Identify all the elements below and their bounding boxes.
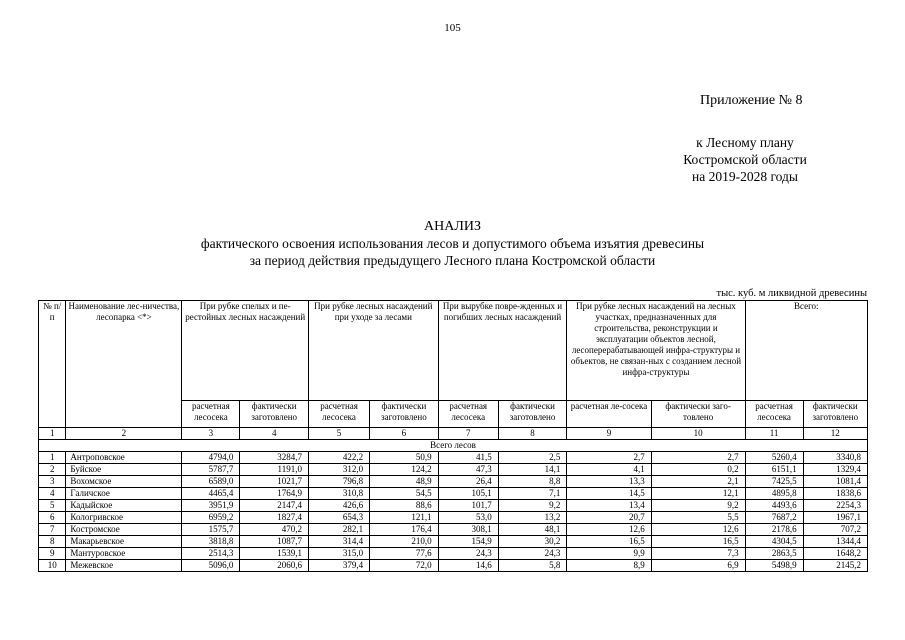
value-cell: 13,2 — [498, 512, 567, 524]
forestry-name: Галичское — [66, 488, 182, 500]
value-cell: 379,4 — [308, 560, 369, 572]
value-cell: 6,9 — [651, 560, 745, 572]
forestry-name: Кадыйское — [66, 500, 182, 512]
value-cell: 4304,5 — [745, 536, 803, 548]
value-cell: 470,2 — [240, 524, 309, 536]
value-cell: 2147,4 — [240, 500, 309, 512]
value-cell: 3340,8 — [803, 452, 867, 464]
table-row — [39, 500, 868, 512]
subheader-calc: расчетная ле-сосека — [567, 401, 651, 428]
value-cell: 48,9 — [370, 476, 439, 488]
units-label: тыс. куб. м ликвидной древесины — [716, 288, 867, 299]
value-cell: 48,1 — [498, 524, 567, 536]
forestry-name: Макарьевское — [66, 536, 182, 548]
subheader-fact: фактически заготовлено — [803, 401, 867, 428]
table-row — [39, 452, 868, 464]
section-title: Всего лесов — [39, 440, 868, 452]
header-row — [39, 301, 868, 401]
value-cell: 312,0 — [308, 464, 369, 476]
value-cell: 3818,8 — [182, 536, 240, 548]
value-cell: 1087,7 — [240, 536, 309, 548]
table-row — [39, 560, 868, 572]
value-cell: 210,0 — [370, 536, 439, 548]
row-number: 8 — [39, 536, 66, 548]
row-number: 5 — [39, 500, 66, 512]
value-cell: 2,7 — [651, 452, 745, 464]
table-row — [39, 488, 868, 500]
value-cell: 9,2 — [651, 500, 745, 512]
value-cell: 1648,2 — [803, 548, 867, 560]
value-cell: 314,4 — [308, 536, 369, 548]
subheader-calc: расчетная лесосека — [308, 401, 369, 428]
value-cell: 54,5 — [370, 488, 439, 500]
value-cell: 7425,5 — [745, 476, 803, 488]
value-cell: 1967,1 — [803, 512, 867, 524]
value-cell: 796,8 — [308, 476, 369, 488]
value-cell: 2514,3 — [182, 548, 240, 560]
column-group-thinning: При рубке лесных насаждений при уходе за лесами — [308, 301, 438, 401]
value-cell: 282,1 — [308, 524, 369, 536]
table-row — [39, 464, 868, 476]
value-cell: 13,4 — [567, 500, 651, 512]
forestry-name: Костромское — [66, 524, 182, 536]
column-group-damaged: При вырубке повре-жденных и погибших лесных насаждений — [438, 301, 567, 401]
column-number-row — [39, 428, 868, 440]
value-cell: 2060,6 — [240, 560, 309, 572]
row-number: 2 — [39, 464, 66, 476]
value-cell: 6589,0 — [182, 476, 240, 488]
value-cell: 7,3 — [651, 548, 745, 560]
column-group-construction: При рубке лесных насаждений на лесных участках, предназначенных для строительства, реконструкции и эксплуатации объектов лесной, лесоперерабатывающей инфра-структуры и объектов, не связан-ных с созданием лесной инфра-структуры — [567, 301, 745, 401]
value-cell: 1329,4 — [803, 464, 867, 476]
analysis-table — [38, 300, 868, 572]
value-cell: 7687,2 — [745, 512, 803, 524]
reference-line: на 2019-2028 годы — [692, 169, 798, 184]
value-cell: 1838,6 — [803, 488, 867, 500]
value-cell: 5096,0 — [182, 560, 240, 572]
value-cell: 426,6 — [308, 500, 369, 512]
value-cell: 1539,1 — [240, 548, 309, 560]
reference-line: Костромской области — [683, 152, 807, 167]
forestry-name: Межевское — [66, 560, 182, 572]
value-cell: 2254,3 — [803, 500, 867, 512]
value-cell: 41,5 — [438, 452, 498, 464]
value-cell: 101,7 — [438, 500, 498, 512]
column-number: 9 — [567, 428, 651, 440]
table-row — [39, 524, 868, 536]
value-cell: 315,0 — [308, 548, 369, 560]
subheader-calc: расчетная лесосека — [438, 401, 498, 428]
column-number: 12 — [803, 428, 867, 440]
section-row — [39, 440, 868, 452]
value-cell: 5787,7 — [182, 464, 240, 476]
value-cell: 14,6 — [438, 560, 498, 572]
value-cell: 4,1 — [567, 464, 651, 476]
value-cell: 154,9 — [438, 536, 498, 548]
value-cell: 2178,6 — [745, 524, 803, 536]
value-cell: 1021,7 — [240, 476, 309, 488]
value-cell: 2863,5 — [745, 548, 803, 560]
value-cell: 176,4 — [370, 524, 439, 536]
value-cell: 13,3 — [567, 476, 651, 488]
subheader-calc: расчетная лесосека — [182, 401, 240, 428]
reference-line: к Лесному плану — [696, 135, 794, 150]
value-cell: 4465,4 — [182, 488, 240, 500]
value-cell: 4895,8 — [745, 488, 803, 500]
value-cell: 9,2 — [498, 500, 567, 512]
title-line: фактического освоения использования лесов и допустимого объема изъятия древесины — [200, 236, 705, 251]
value-cell: 310,8 — [308, 488, 369, 500]
value-cell: 2145,2 — [803, 560, 867, 572]
row-number: 7 — [39, 524, 66, 536]
subheader-fact: фактически заготовлено — [240, 401, 309, 428]
value-cell: 5260,4 — [745, 452, 803, 464]
value-cell: 24,3 — [438, 548, 498, 560]
appendix-label: Приложение № 8 — [700, 93, 803, 108]
forestry-name: Вохомское — [66, 476, 182, 488]
value-cell: 1081,4 — [803, 476, 867, 488]
value-cell: 47,3 — [438, 464, 498, 476]
value-cell: 7,1 — [498, 488, 567, 500]
value-cell: 5,5 — [651, 512, 745, 524]
column-number: 3 — [182, 428, 240, 440]
value-cell: 12,1 — [651, 488, 745, 500]
value-cell: 3951,9 — [182, 500, 240, 512]
column-number: 11 — [745, 428, 803, 440]
row-number: 9 — [39, 548, 66, 560]
value-cell: 50,9 — [370, 452, 439, 464]
value-cell: 20,7 — [567, 512, 651, 524]
table-row — [39, 536, 868, 548]
value-cell: 1827,4 — [240, 512, 309, 524]
document-title — [0, 219, 905, 269]
value-cell: 12,6 — [567, 524, 651, 536]
value-cell: 1344,4 — [803, 536, 867, 548]
value-cell: 16,5 — [651, 536, 745, 548]
value-cell: 77,6 — [370, 548, 439, 560]
value-cell: 16,5 — [567, 536, 651, 548]
value-cell: 2,1 — [651, 476, 745, 488]
row-number: 1 — [39, 452, 66, 464]
value-cell: 5,8 — [498, 560, 567, 572]
value-cell: 1191,0 — [240, 464, 309, 476]
column-number: 6 — [370, 428, 439, 440]
column-number: 10 — [651, 428, 745, 440]
forestry-name: Антроповское — [66, 452, 182, 464]
table-row — [39, 512, 868, 524]
value-cell: 3284,7 — [240, 452, 309, 464]
value-cell: 53,0 — [438, 512, 498, 524]
column-header-name: Наименование лес-ничества, лесопарка <*> — [66, 301, 182, 428]
value-cell: 9,9 — [567, 548, 651, 560]
value-cell: 6959,2 — [182, 512, 240, 524]
value-cell: 72,0 — [370, 560, 439, 572]
column-header-no: № п/п — [39, 301, 66, 428]
value-cell: 8,9 — [567, 560, 651, 572]
column-number: 2 — [66, 428, 182, 440]
value-cell: 105,1 — [438, 488, 498, 500]
value-cell: 707,2 — [803, 524, 867, 536]
value-cell: 26,4 — [438, 476, 498, 488]
value-cell: 1575,7 — [182, 524, 240, 536]
column-group-mature: При рубке спелых и пе-рестойных лесных насаждений — [182, 301, 309, 401]
value-cell: 124,2 — [370, 464, 439, 476]
forestry-name: Кологривское — [66, 512, 182, 524]
subheader-calc: расчетная лесосека — [745, 401, 803, 428]
column-number: 4 — [240, 428, 309, 440]
value-cell: 6151,1 — [745, 464, 803, 476]
value-cell: 1764,9 — [240, 488, 309, 500]
column-number: 8 — [498, 428, 567, 440]
value-cell: 422,2 — [308, 452, 369, 464]
value-cell: 88,6 — [370, 500, 439, 512]
column-number: 7 — [438, 428, 498, 440]
row-number: 10 — [39, 560, 66, 572]
value-cell: 8,8 — [498, 476, 567, 488]
column-number: 1 — [39, 428, 66, 440]
table-body — [39, 428, 868, 572]
value-cell: 5498,9 — [745, 560, 803, 572]
forestry-name: Мантуровское — [66, 548, 182, 560]
title-main: АНАЛИЗ — [424, 219, 481, 234]
value-cell: 14,5 — [567, 488, 651, 500]
table-row — [39, 548, 868, 560]
plan-reference — [640, 134, 850, 185]
subheader-fact: фактически заготовлено — [370, 401, 439, 428]
value-cell: 4493,6 — [745, 500, 803, 512]
value-cell: 14,1 — [498, 464, 567, 476]
value-cell: 308,1 — [438, 524, 498, 536]
row-number: 4 — [39, 488, 66, 500]
page-number: 105 — [444, 22, 461, 34]
value-cell: 12,6 — [651, 524, 745, 536]
value-cell: 4794,0 — [182, 452, 240, 464]
value-cell: 121,1 — [370, 512, 439, 524]
forestry-name: Буйское — [66, 464, 182, 476]
row-number: 6 — [39, 512, 66, 524]
value-cell: 24,3 — [498, 548, 567, 560]
value-cell: 0,2 — [651, 464, 745, 476]
value-cell: 654,3 — [308, 512, 369, 524]
subheader-fact: фактически заго-товлено — [651, 401, 745, 428]
row-number: 3 — [39, 476, 66, 488]
value-cell: 2,7 — [567, 452, 651, 464]
table-row — [39, 476, 868, 488]
subheader-fact: фактически заготовлено — [498, 401, 567, 428]
title-line: за период действия предыдущего Лесного плана Костромской области — [249, 253, 656, 268]
value-cell: 2,5 — [498, 452, 567, 464]
value-cell: 30,2 — [498, 536, 567, 548]
column-group-total: Всего: — [745, 301, 867, 401]
column-number: 5 — [308, 428, 369, 440]
